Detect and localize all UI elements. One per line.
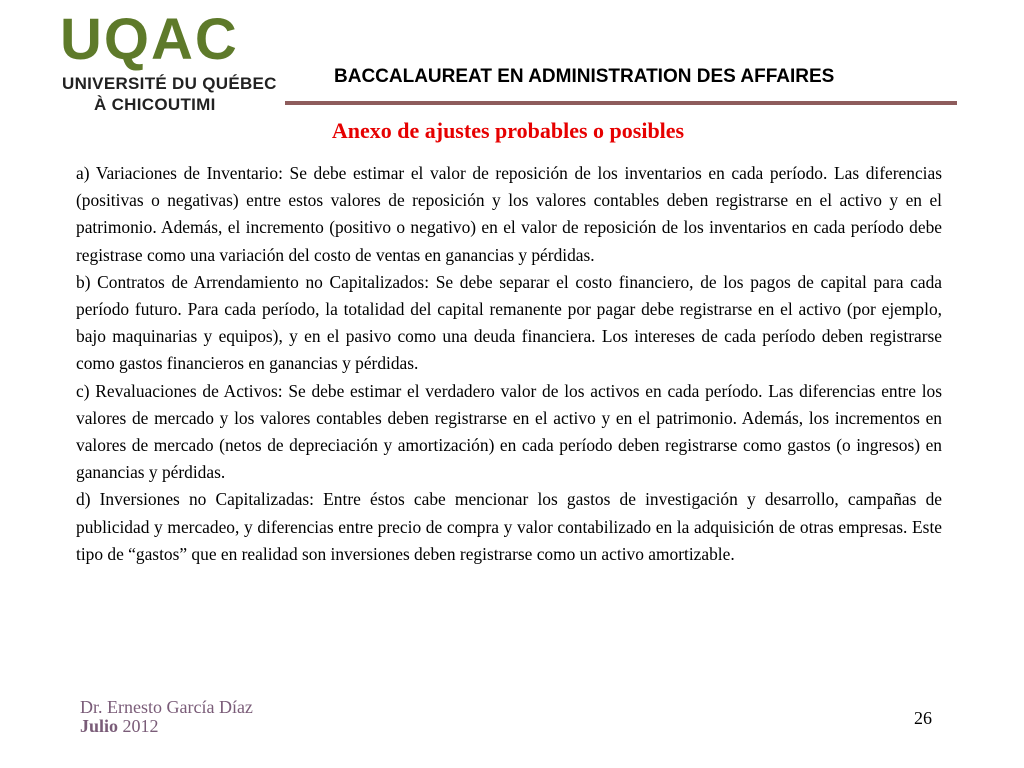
logo-university-line: UNIVERSITÉ DU QUÉBEC (62, 74, 277, 93)
paragraph-inversiones: d) Inversiones no Capitalizadas: Entre éstos cabe mencionar los gastos de investigación y desarrollo, campañas de publicidad y mercadeo, y diferencias entre precio de compra y valor contabilizado en la adquisición de otras empresas. Este tipo de “gastos” que en realidad son inversiones deben registrarse como un activo amortizable. (76, 489, 942, 564)
slide-title: Anexo de ajustes probables o posibles (331, 118, 685, 143)
footer-year: 2012 (122, 716, 159, 736)
footer-date (80, 716, 159, 737)
uqac-logo (60, 7, 284, 120)
logo-wordmark: UQAC (60, 7, 239, 72)
page-number: 26 (914, 708, 932, 728)
logo-city-line: À CHICOUTIMI (94, 95, 216, 114)
footer-month: Julio (80, 716, 119, 736)
paragraph-arrendamiento: b) Contratos de Arrendamiento no Capitalizados: Se debe separar el costo financiero, de los pagos de capital para cada período futuro. Para cada período, la totalidad del capital remanente por pagar debe registrarse en el activo (por ejemplo, bajo maquinarias y equipos), y en el pasivo como una deuda financiera. Los intereses de cada período deben registrarse como gastos financieros en ganancias y pérdidas. (76, 271, 942, 374)
header-divider (285, 101, 957, 105)
slide-body (76, 160, 942, 568)
program-title: BACCALAUREAT EN ADMINISTRATION DES AFFAIRES (334, 66, 835, 87)
paragraph-revaluaciones: c) Revaluaciones de Activos: Se debe estimar el verdadero valor de los activos en cada período. Las diferencias entre los valores de mercado y los valores contables deben registrarse en el activo y en el patrimonio. Además, los incrementos en valores de mercado (netos de depreciación y amortización) en cada período deben registrarse como gastos (o ingresos) en ganancias y pérdidas. (76, 380, 942, 483)
paragraph-inventario: a) Variaciones de Inventario: Se debe estimar el valor de reposición de los inventarios en cada período. Las diferencias (positivas o negativas) entre estos valores de reposición y los valores contables deben registrarse en el activo y en el patrimonio. Además, el incremento (positivo o negativo) en el valor de reposición de los inventarios en cada período debe registrase como una variación del costo de ventas en ganancias y pérdidas. (76, 163, 942, 265)
footer-author: Dr. Ernesto García Díaz (80, 697, 253, 717)
